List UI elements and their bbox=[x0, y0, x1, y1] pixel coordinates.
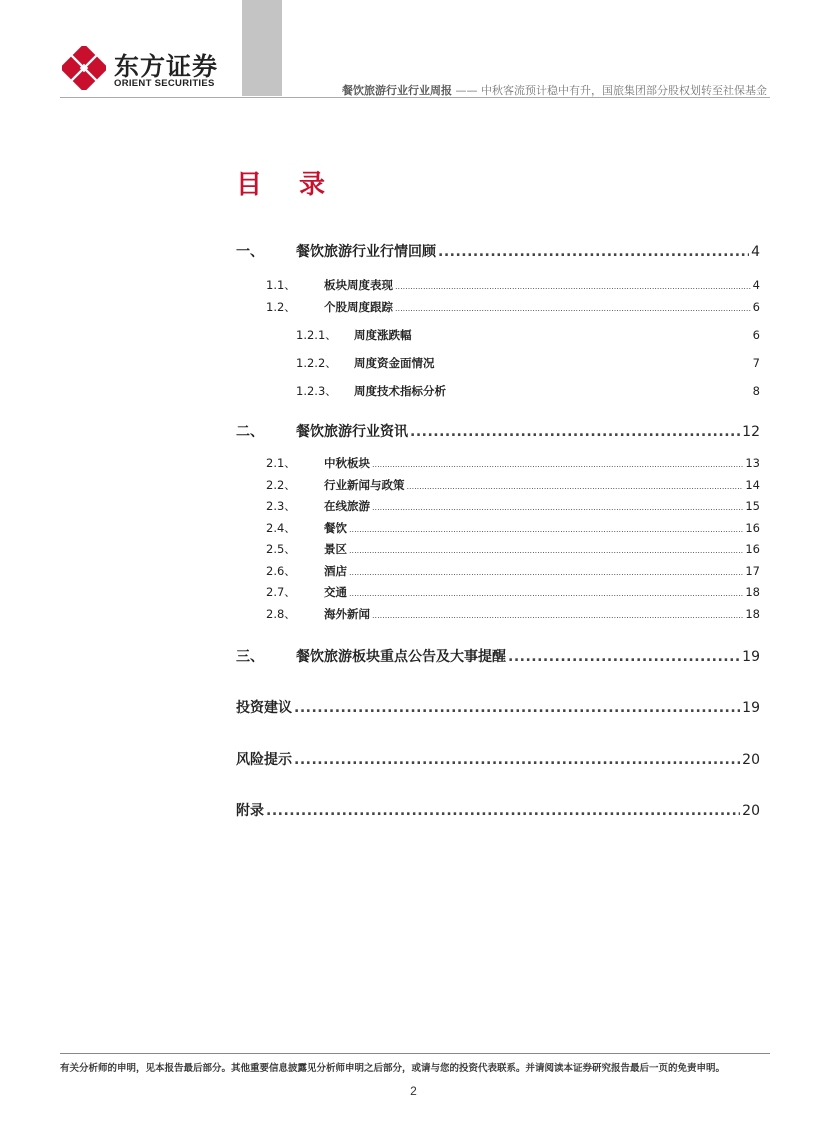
toc-entry-page: 7 bbox=[752, 356, 760, 370]
toc-leader-dots bbox=[294, 752, 740, 768]
toc-entry-label: 餐饮 bbox=[324, 521, 347, 535]
footer-divider bbox=[60, 1053, 770, 1054]
toc-entry-label: 周度涨跌幅 bbox=[354, 328, 412, 342]
toc-entry-label: 餐饮旅游板块重点公告及大事提醒 bbox=[296, 649, 506, 665]
toc-entry-label: 周度资金面情况 bbox=[354, 356, 435, 370]
toc-entry-page: 12 bbox=[742, 424, 760, 440]
report-type: 餐饮旅游行业行业周报 bbox=[342, 84, 452, 97]
toc-entry-number: 1.2.3、 bbox=[296, 384, 337, 398]
header-gray-tab bbox=[242, 0, 282, 96]
toc-entry-label: 海外新闻 bbox=[324, 607, 370, 621]
toc-entry[interactable] bbox=[266, 520, 760, 536]
toc-entry[interactable] bbox=[236, 241, 760, 261]
toc-entry-label: 个股周度跟踪 bbox=[324, 300, 393, 314]
toc-entry-number: 2.6、 bbox=[266, 564, 296, 578]
toc-entry-label: 餐饮旅游行业资讯 bbox=[296, 424, 408, 440]
toc-entry-number: 2.2、 bbox=[266, 478, 296, 492]
toc-leader-dots bbox=[508, 649, 740, 665]
toc-entry-label: 在线旅游 bbox=[324, 499, 370, 513]
toc-entry-label: 投资建议 bbox=[236, 700, 292, 716]
toc-entry[interactable] bbox=[266, 455, 760, 471]
toc-leader-dots bbox=[349, 568, 743, 577]
toc-entry-number: 2.3、 bbox=[266, 499, 296, 513]
toc-leader-dots bbox=[372, 460, 743, 469]
page-number: 2 bbox=[410, 1084, 417, 1098]
toc-entry-label: 板块周度表现 bbox=[324, 278, 393, 292]
toc-entry[interactable] bbox=[236, 749, 760, 769]
toc-entry-number: 2.8、 bbox=[266, 607, 296, 621]
toc-entry[interactable] bbox=[266, 498, 760, 514]
toc-entry-number: 1.1、 bbox=[266, 278, 296, 292]
toc-entry[interactable] bbox=[296, 383, 760, 399]
orient-securities-logo-icon bbox=[62, 46, 106, 90]
toc-entry-page: 18 bbox=[745, 585, 760, 599]
toc-leader-dots bbox=[372, 503, 743, 512]
toc-entry[interactable] bbox=[236, 697, 760, 717]
toc-entry-page: 8 bbox=[752, 384, 760, 398]
logo-english-name: ORIENT SECURITIES bbox=[114, 78, 215, 89]
toc-entry[interactable] bbox=[266, 477, 760, 493]
toc-entry[interactable] bbox=[266, 584, 760, 600]
toc-entry[interactable] bbox=[296, 327, 760, 343]
toc-entry-label: 行业新闻与政策 bbox=[324, 478, 405, 492]
toc-entry[interactable] bbox=[266, 299, 760, 315]
toc-leader-dots bbox=[294, 700, 740, 716]
toc-entry-page: 15 bbox=[745, 499, 760, 513]
toc-leader-dots bbox=[438, 244, 749, 260]
toc-entry[interactable] bbox=[236, 646, 760, 666]
toc-entry-number: 二、 bbox=[236, 424, 264, 440]
toc-entry-page: 4 bbox=[752, 278, 760, 292]
toc-entry-page: 19 bbox=[742, 649, 760, 665]
toc-entry-label: 酒店 bbox=[324, 564, 347, 578]
toc-entry-label: 餐饮旅游行业行情回顾 bbox=[296, 244, 436, 260]
toc-entry-page: 4 bbox=[751, 244, 760, 260]
toc-entry-label: 景区 bbox=[324, 542, 347, 556]
toc-entry[interactable] bbox=[266, 563, 760, 579]
toc-entry-page: 6 bbox=[752, 328, 760, 342]
toc-entry-page: 13 bbox=[745, 456, 760, 470]
toc-entry[interactable] bbox=[266, 277, 760, 293]
toc-entry-label: 中秋板块 bbox=[324, 456, 370, 470]
toc-entry-number: 一、 bbox=[236, 244, 264, 260]
toc-entry[interactable] bbox=[236, 800, 760, 820]
toc-entry[interactable] bbox=[236, 421, 760, 441]
toc-leader-dots bbox=[349, 589, 743, 598]
toc-leader-dots bbox=[407, 482, 744, 491]
toc-leader-dots bbox=[372, 611, 743, 620]
toc-entry-page: 20 bbox=[742, 752, 760, 768]
toc-leader-dots bbox=[410, 424, 740, 440]
toc-entry-number: 1.2.1、 bbox=[296, 328, 337, 342]
logo-chinese-name: 东方证券 bbox=[114, 52, 219, 81]
toc-entry-number: 2.4、 bbox=[266, 521, 296, 535]
toc-entry-page: 16 bbox=[745, 521, 760, 535]
toc-leader-dots bbox=[395, 304, 751, 313]
toc-entry-page: 20 bbox=[742, 803, 760, 819]
header-divider bbox=[60, 97, 770, 98]
toc-entry-label: 交通 bbox=[324, 585, 347, 599]
toc-entry-page: 17 bbox=[745, 564, 760, 578]
toc-entry[interactable] bbox=[266, 606, 760, 622]
toc-entry-label: 附录 bbox=[236, 803, 264, 819]
footer-disclaimer: 有关分析师的申明，见本报告最后部分。其他重要信息披露见分析师申明之后部分，或请与您的投资代表联系。并请阅读本证券研究报告最后一页的免责申明。 bbox=[60, 1063, 726, 1074]
toc-entry-number: 1.2.2、 bbox=[296, 356, 337, 370]
report-subtitle: —— 中秋客流预计稳中有升，国旅集团部分股权划转至社保基金 bbox=[455, 84, 767, 97]
report-header-title bbox=[342, 82, 767, 98]
toc-entry-page: 6 bbox=[752, 300, 760, 314]
toc-entry-number: 1.2、 bbox=[266, 300, 296, 314]
toc-leader-dots bbox=[349, 546, 743, 555]
toc-entry-number: 三、 bbox=[236, 649, 264, 665]
toc-entry[interactable] bbox=[296, 355, 760, 371]
toc-entry-page: 18 bbox=[745, 607, 760, 621]
toc-entry-page: 14 bbox=[745, 478, 760, 492]
toc-entry-page: 16 bbox=[745, 542, 760, 556]
toc-leader-dots bbox=[395, 282, 751, 291]
toc-title: 目 录 bbox=[236, 170, 340, 200]
toc-entry-label: 周度技术指标分析 bbox=[354, 384, 446, 398]
toc-entry-page: 19 bbox=[742, 700, 760, 716]
toc-leader-dots bbox=[266, 803, 740, 819]
toc-entry-number: 2.5、 bbox=[266, 542, 296, 556]
toc-entry-label: 风险提示 bbox=[236, 752, 292, 768]
toc-entry-number: 2.1、 bbox=[266, 456, 296, 470]
toc-entry[interactable] bbox=[266, 541, 760, 557]
toc-entry-number: 2.7、 bbox=[266, 585, 296, 599]
toc-leader-dots bbox=[349, 525, 743, 534]
